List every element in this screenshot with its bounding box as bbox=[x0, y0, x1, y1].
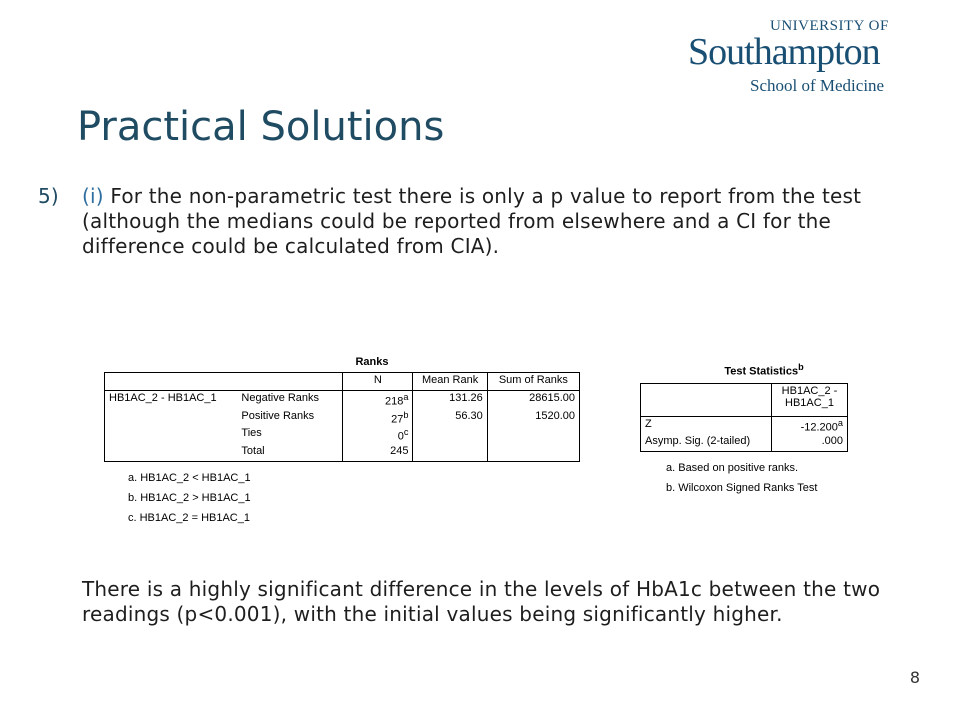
test-statistics-value: .000 bbox=[772, 434, 848, 452]
ranks-row-label: Ties bbox=[241, 427, 262, 440]
test-statistics-caption: Test Statistics$^b$ bbox=[724, 362, 804, 378]
logo-line-university-of: UNIVERSITY OF bbox=[770, 18, 889, 34]
conclusion-text: There is a highly significant difference in the levels of HbA1c between the two readings (p<0.001), with the initial values being significantly higher. bbox=[82, 577, 881, 626]
table-row bbox=[105, 444, 580, 462]
ranks-comparison-label: HB1AC_2 - HB1AC_1 bbox=[105, 391, 238, 409]
ranks-n-cell: 218$^a$ bbox=[343, 391, 413, 409]
table-row bbox=[105, 426, 580, 444]
logo-line-school: School of Medicine bbox=[750, 76, 885, 95]
bullet-body bbox=[82, 184, 902, 259]
ranks-footnotes bbox=[104, 468, 580, 528]
footnote: b. Wilcoxon Signed Ranks Test bbox=[666, 482, 818, 495]
bullet-part-label: (i) bbox=[82, 184, 104, 208]
table-row bbox=[105, 391, 580, 409]
ranks-mean-cell: 131.26 bbox=[413, 391, 487, 409]
ranks-header-row bbox=[105, 373, 580, 391]
test-statistics-value: -12.200$^a$ bbox=[772, 416, 848, 434]
table-row bbox=[641, 416, 848, 434]
ranks-n-cell: 245 bbox=[343, 444, 413, 462]
ranks-mean-cell bbox=[413, 426, 487, 444]
ranks-header-sum-of-ranks: Sum of Ranks bbox=[487, 373, 579, 391]
test-statistics-table bbox=[640, 362, 848, 498]
table-row bbox=[641, 434, 848, 452]
ranks-n-cell: 27$^b$ bbox=[343, 409, 413, 427]
test-statistics-row-label: Z bbox=[641, 416, 772, 434]
test-statistics-column-header: HB1AC_2 - HB1AC_1 bbox=[772, 383, 848, 416]
ranks-mean-cell bbox=[413, 444, 487, 462]
ranks-header-mean-rank: Mean Rank bbox=[413, 373, 487, 391]
ranks-caption: Ranks bbox=[355, 356, 389, 368]
test-statistics-grid bbox=[640, 383, 848, 453]
university-logo bbox=[688, 18, 928, 98]
ranks-row-label: Positive Ranks bbox=[241, 409, 315, 422]
bullet-text: For the non-parametric test there is only a p value to report from the test (although the medians could be reported from elsewhere and a CI for the difference could be calculated from CIA). bbox=[82, 184, 862, 258]
ranks-header-n: N bbox=[343, 373, 413, 391]
ranks-sum-cell bbox=[487, 444, 579, 462]
test-statistics-footnotes bbox=[640, 458, 848, 498]
ranks-grid bbox=[104, 372, 580, 462]
footnote: c. HB1AC_2 = HB1AC_1 bbox=[128, 511, 250, 524]
table-row bbox=[105, 409, 580, 427]
ranks-table bbox=[104, 356, 580, 528]
slide-title: Practical Solutions bbox=[77, 104, 445, 150]
ranks-mean-cell: 56.30 bbox=[413, 409, 487, 427]
test-statistics-row-label: Asymp. Sig. (2-tailed) bbox=[641, 434, 772, 452]
logo-line-southampton: Southampton bbox=[688, 31, 880, 73]
ranks-n-cell: 0$^c$ bbox=[343, 426, 413, 444]
ranks-row-label: Total bbox=[237, 444, 342, 462]
ranks-sum-cell: 1520.00 bbox=[487, 409, 579, 427]
ranks-sum-cell: 28615.00 bbox=[487, 391, 579, 409]
footnote: b. HB1AC_2 > HB1AC_1 bbox=[128, 491, 251, 504]
slide-number: 8 bbox=[909, 668, 920, 687]
footnote: a. Based on positive ranks. bbox=[666, 462, 799, 475]
ranks-sum-cell bbox=[487, 426, 579, 444]
ranks-row-label: Negative Ranks bbox=[241, 392, 320, 404]
test-statistics-header-row bbox=[641, 383, 848, 416]
bullet-number: 5) bbox=[38, 184, 59, 208]
footnote: a. HB1AC_2 < HB1AC_1 bbox=[128, 471, 251, 484]
